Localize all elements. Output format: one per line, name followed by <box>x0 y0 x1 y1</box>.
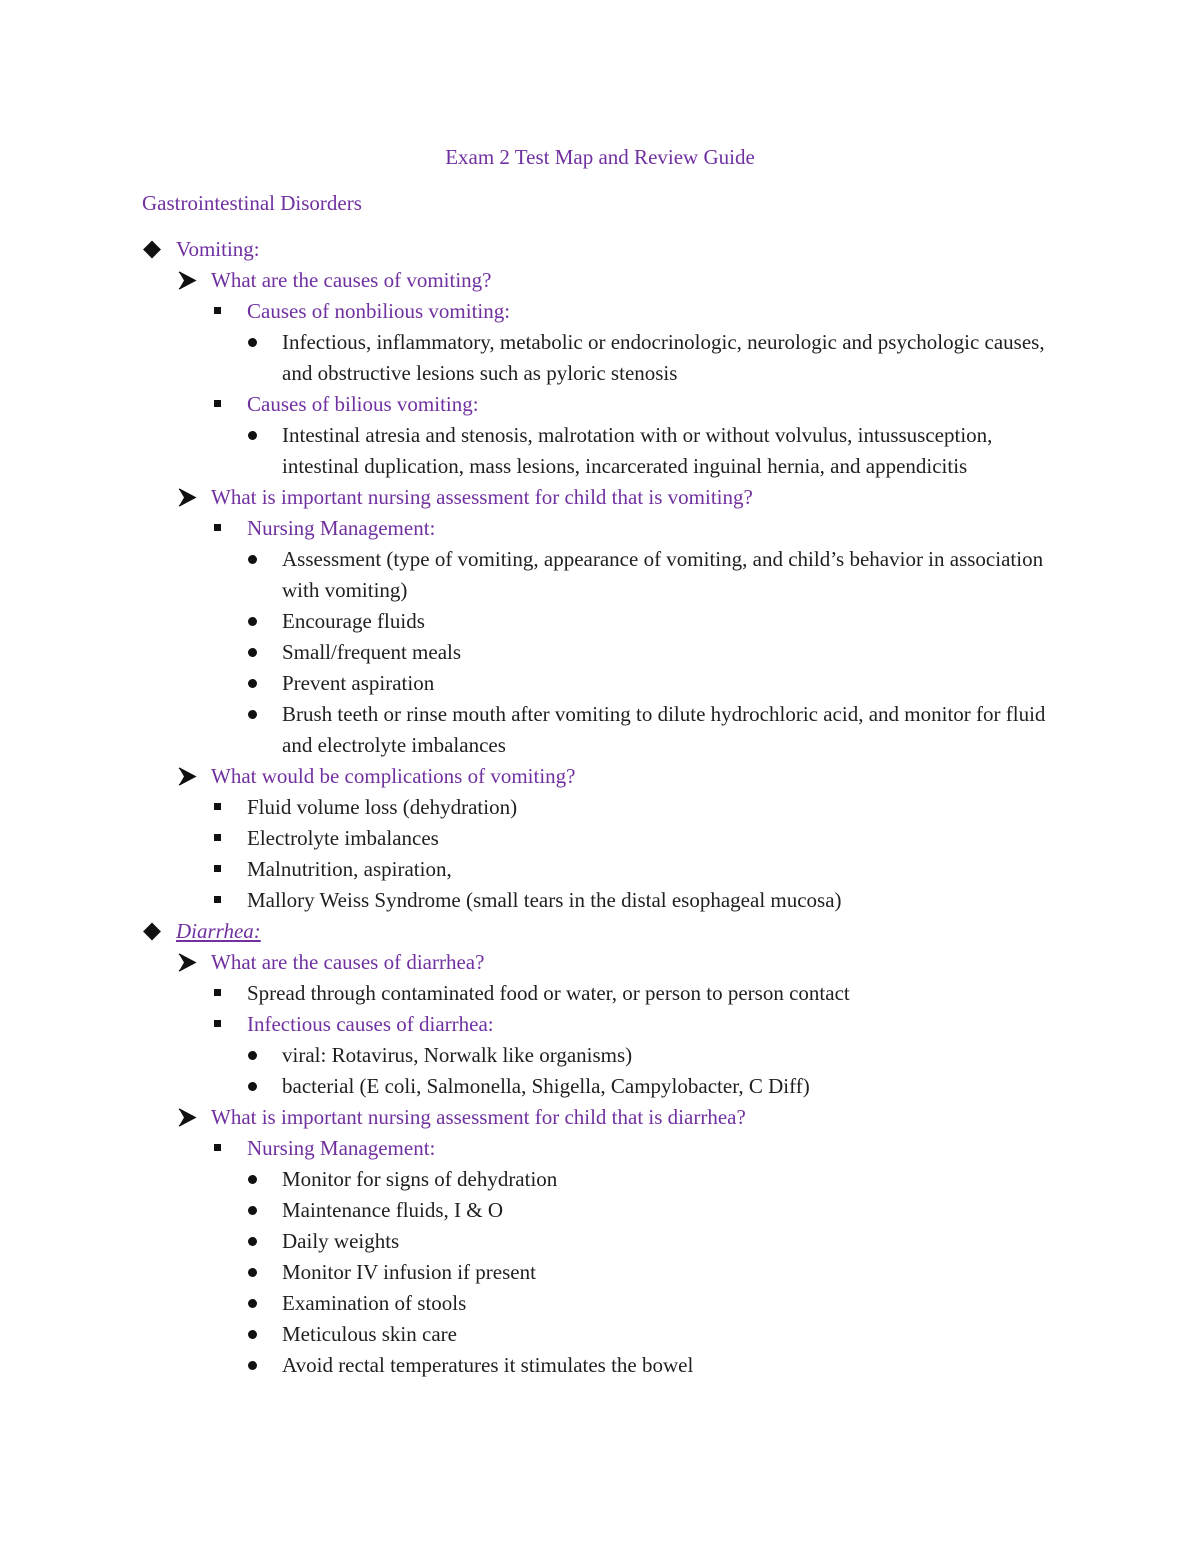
outline-item-text: Small/frequent meals <box>282 640 462 664</box>
outline-item <box>0 854 1200 885</box>
square-bullet-icon <box>213 792 237 823</box>
outline-item-text: Prevent aspiration <box>282 671 435 695</box>
round-bullet-icon <box>246 637 270 668</box>
outline-item <box>0 1319 1200 1350</box>
outline-item-text: Maintenance fluids, I & O <box>282 1198 504 1222</box>
outline-item-text: viral: Rotavirus, Norwalk like organisms) <box>282 1043 633 1067</box>
outline-item-text: Intestinal atresia and stenosis, malrotation with or without volvulus, intussusception, intestinal duplication, mass lesions, incarcerated inguinal hernia, and appendicitis <box>282 423 993 478</box>
arrow-bullet-icon <box>178 947 202 978</box>
outline-item-text: Mallory Weiss Syndrome (small tears in the distal esophageal mucosa) <box>247 888 842 912</box>
round-bullet-icon <box>246 1040 270 1071</box>
outline-item-text: Daily weights <box>282 1229 400 1253</box>
outline-item <box>0 482 1200 513</box>
page-title: Exam 2 Test Map and Review Guide <box>445 145 755 169</box>
square-bullet-icon <box>213 1009 237 1040</box>
outline-list <box>0 234 1200 1381</box>
square-bullet-icon <box>213 1133 237 1164</box>
round-bullet-icon <box>246 1350 270 1381</box>
square-bullet-icon <box>213 854 237 885</box>
outline-item <box>0 792 1200 823</box>
outline-item-text: What would be complications of vomiting? <box>211 764 576 788</box>
outline-item <box>0 265 1200 296</box>
arrow-bullet-icon <box>178 761 202 792</box>
outline-item <box>0 637 1200 668</box>
outline-item-text: Electrolyte imbalances <box>247 826 439 850</box>
outline-item <box>0 1071 1200 1102</box>
outline-item-text: Monitor for signs of dehydration <box>282 1167 558 1191</box>
round-bullet-icon <box>246 1288 270 1319</box>
outline-item-text: What are the causes of diarrhea? <box>211 950 485 974</box>
outline-item-text: Spread through contaminated food or water, or person to person contact <box>247 981 850 1005</box>
square-bullet-icon <box>213 296 237 327</box>
outline-item-text: bacterial (E coli, Salmonella, Shigella, Campylobacter, C Diff) <box>282 1074 810 1098</box>
outline-item <box>0 606 1200 637</box>
round-bullet-icon <box>246 1319 270 1350</box>
arrow-bullet-icon <box>178 265 202 296</box>
square-bullet-icon <box>213 823 237 854</box>
outline-item-text: Diarrhea: <box>176 919 261 943</box>
outline-item <box>0 978 1200 1009</box>
round-bullet-icon <box>246 1164 270 1195</box>
round-bullet-icon <box>246 1195 270 1226</box>
outline-item <box>0 1350 1200 1381</box>
arrow-bullet-icon <box>178 482 202 513</box>
outline-item <box>0 513 1200 544</box>
round-bullet-icon <box>246 420 270 451</box>
outline-item-text: What are the causes of vomiting? <box>211 268 492 292</box>
outline-item <box>0 234 1200 265</box>
outline-item-text: Nursing Management: <box>247 1136 436 1160</box>
outline-item-text: Malnutrition, aspiration, <box>247 857 452 881</box>
outline-item <box>0 1102 1200 1133</box>
outline-item-text: Nursing Management: <box>247 516 436 540</box>
outline-item-text: What is important nursing assessment for child that is vomiting? <box>211 485 753 509</box>
diamond-bullet-icon <box>143 234 167 265</box>
outline-item <box>0 1195 1200 1226</box>
outline-item-text: Meticulous skin care <box>282 1322 457 1346</box>
round-bullet-icon <box>246 699 270 730</box>
outline-item-text: Causes of nonbilious vomiting: <box>247 299 511 323</box>
outline-item <box>0 420 1200 482</box>
outline-item-text: Examination of stools <box>282 1291 467 1315</box>
outline-item-text: Assessment (type of vomiting, appearance of vomiting, and child’s behavior in association with vomiting) <box>282 547 1044 602</box>
outline-item <box>0 1009 1200 1040</box>
outline-item <box>0 544 1200 606</box>
arrow-bullet-icon <box>178 1102 202 1133</box>
round-bullet-icon <box>246 1071 270 1102</box>
outline-item <box>0 1040 1200 1071</box>
outline-item <box>0 699 1200 761</box>
square-bullet-icon <box>213 389 237 420</box>
section-heading: Gastrointestinal Disorders <box>142 191 362 215</box>
round-bullet-icon <box>246 1257 270 1288</box>
outline-item-text: Infectious, inflammatory, metabolic or endocrinologic, neurologic and psychologic causes, and obstructive lesions such as pyloric stenosis <box>282 330 1045 385</box>
outline-item-text: Brush teeth or rinse mouth after vomiting to dilute hydrochloric acid, and monitor for fluid and electrolyte imbalances <box>282 702 1046 757</box>
square-bullet-icon <box>213 978 237 1009</box>
outline-item <box>0 389 1200 420</box>
round-bullet-icon <box>246 544 270 575</box>
outline-item <box>0 1164 1200 1195</box>
outline-item-text: Encourage fluids <box>282 609 425 633</box>
outline-item <box>0 1133 1200 1164</box>
outline-item <box>0 668 1200 699</box>
outline-item-text: Avoid rectal temperatures it stimulates the bowel <box>282 1353 694 1377</box>
outline-item-text: Vomiting: <box>176 237 260 261</box>
outline-item <box>0 1226 1200 1257</box>
round-bullet-icon <box>246 327 270 358</box>
outline-item-text: Fluid volume loss (dehydration) <box>247 795 518 819</box>
outline-item-text: What is important nursing assessment for child that is diarrhea? <box>211 1105 746 1129</box>
outline-item <box>0 1257 1200 1288</box>
outline-item <box>0 761 1200 792</box>
outline-item <box>0 947 1200 978</box>
round-bullet-icon <box>246 606 270 637</box>
outline-item <box>0 916 1200 947</box>
outline-item <box>0 823 1200 854</box>
round-bullet-icon <box>246 668 270 699</box>
outline-item-text: Infectious causes of diarrhea: <box>247 1012 494 1036</box>
square-bullet-icon <box>213 513 237 544</box>
outline-item-text: Monitor IV infusion if present <box>282 1260 536 1284</box>
outline-item <box>0 296 1200 327</box>
square-bullet-icon <box>213 885 237 916</box>
outline-item <box>0 327 1200 389</box>
round-bullet-icon <box>246 1226 270 1257</box>
diamond-bullet-icon <box>143 916 167 947</box>
outline-item <box>0 885 1200 916</box>
outline-item-text: Causes of bilious vomiting: <box>247 392 479 416</box>
outline-item <box>0 1288 1200 1319</box>
